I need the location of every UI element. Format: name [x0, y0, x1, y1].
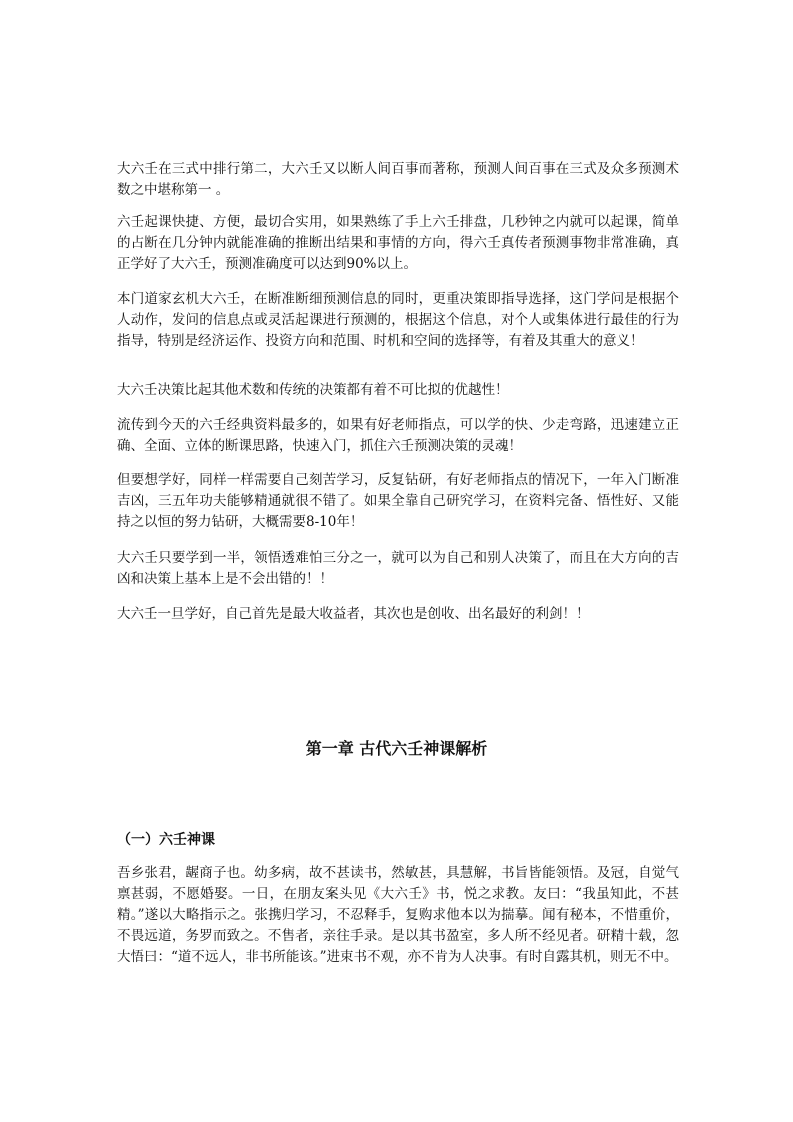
intro-paragraph: 本门道家玄机大六壬，在断准断细预测信息的同时，更重决策即指导选择，这门学问是根据个人动作，发问的信息点或灵活起课进行预测的，根据这个信息，对个人或集体进行最佳的行为指导，特别是经济运作、投资方向和范围、时机和空间的选择等，有着及其重大的意义！: [117, 291, 679, 349]
chapter-title: 第一章 古代六壬神课解析: [305, 739, 488, 758]
intro-paragraph: 六壬起课快捷、方便，最切合实用，如果熟练了手上六壬排盘，几秒钟之内就可以起课，简单的占断在几分钟内就能准确的推断出结果和事情的方向，得六壬真传者预测事物非常准确，真正学好了大六壬，预测准确度可以达到90%以上。: [117, 214, 679, 272]
intro-paragraph: 大六壬决策比起其他术数和传统的决策都有着不可比拟的优越性！: [117, 382, 509, 398]
section-paragraph: 吾乡张君，龌商子也。幼多病，故不甚读书，然敏甚，具慧解，书旨皆能领悟。及冠，自觉气禀甚弱，不愿婚娶。一日，在朋友案头见《大六壬》书，悦之求教。友曰：“我虽知此，不甚精。”遂以大略指示之。张携归学习，不忍释手，复购求他本以为揣摹。闻有秘本，不惜重价，不畏远道，务罗而致之。不售者，亲往手录。是以其书盈室，多人所不经见者。研精十载，忽大悟曰：“道不远人，非书所能该。”进束书不观，亦不肯为人决事。有时自露其机，则无不中。: [117, 865, 679, 965]
intro-paragraph: 大六壬一旦学好，自己首先是最大收益者，其次也是创收、出名最好的利剑！！: [117, 606, 590, 622]
intro-paragraph: 但要想学好，同样一样需要自己刻苦学习，反复钻研，有好老师指点的情况下，一年入门断准吉凶，三五年功夫能够精通就很不错了。如果全靠自己研究学习，在资料完备、悟性好、又能持之以恒的努力钻研，大概需要8-10年！: [117, 472, 679, 530]
intro-paragraph: 大六壬只要学到一半，领悟透难怕三分之一，就可以为自己和别人决策了，而且在大方向的吉凶和决策上基本上是不会出错的！！: [117, 550, 679, 587]
section-title: （一）六壬神课: [117, 832, 215, 848]
intro-paragraph: 流传到今天的六壬经典资料最多的，如果有好老师指点，可以学的快、少走弯路，迅速建立正确、全面、立体的断课思路，快速入门，抓住六壬预测决策的灵魂！: [117, 417, 679, 454]
intro-paragraph: 大六壬在三式中排行第二，大六壬又以断人间百事而著称，预测人间百事在三式及众多预测术数之中堪称第一 。: [117, 161, 679, 198]
